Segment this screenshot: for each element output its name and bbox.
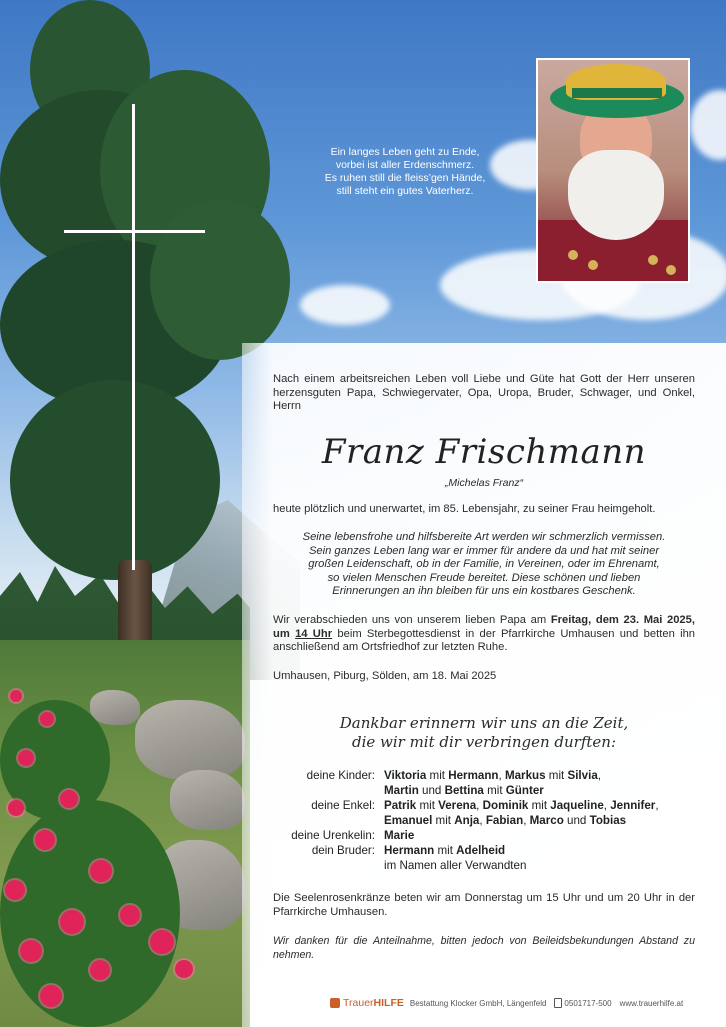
family-row-verwandte xyxy=(273,858,695,873)
funeral-separator: , um xyxy=(273,614,695,640)
medal xyxy=(568,250,578,260)
medal xyxy=(648,255,658,265)
alpine-rose xyxy=(5,880,25,900)
family-names: Emanuel mit Anja, Fabian, Marco und Tobias xyxy=(384,814,627,827)
alpine-rose xyxy=(35,830,55,850)
tribute-text xyxy=(273,531,695,599)
footer xyxy=(330,997,710,1009)
family-row-urenkel xyxy=(273,828,695,843)
cross-icon-horizontal xyxy=(64,230,205,233)
alpine-rose xyxy=(90,860,112,882)
family-label: dein Bruder: xyxy=(311,844,375,857)
family-names: Marie xyxy=(384,829,415,842)
thanks-line: Dankbar erinnern wir uns an die Zeit, xyxy=(339,714,629,732)
alpine-rose xyxy=(8,800,24,816)
portrait-hat-band xyxy=(572,88,662,98)
alpine-rose xyxy=(10,690,22,702)
tribute-line: so vielen Menschen Freude bereitet. Diese schönen und lieben xyxy=(327,571,641,584)
shrub xyxy=(0,800,180,1027)
family-label: deine Kinder: xyxy=(306,769,375,782)
tribute-line: Sein ganzes Leben lang war er immer für andere da und hat mit seiner xyxy=(308,544,660,557)
family-row-enkel-2 xyxy=(273,813,695,828)
intro-text: Nach einem arbeitsreichen Leben voll Liebe und Güte hat Gott der Herr unseren herzensguten Papa, Schwiegervater, Opa, Uropa, Bruder, Schwager, und Onkel, Herrn xyxy=(273,373,695,413)
poem-line: Es ruhen still die fleiss’gen Hände, xyxy=(324,172,486,184)
cross-icon-vertical xyxy=(132,104,135,570)
tribute-line: Seine lebensfrohe und hilfsbereite Art werden wir schmerzlich vermissen. xyxy=(302,531,666,543)
tribute-line: Erinnerungen an ihn bleiben für uns ein kostbares Geschenk. xyxy=(332,585,636,598)
funeral-text: Wir verabschieden uns von unserem lieben Papa am xyxy=(273,614,551,626)
deceased-name: Franz Frischmann xyxy=(321,432,647,472)
funeral-time: 14 Uhr xyxy=(295,627,333,640)
alpine-rose xyxy=(60,790,78,808)
portrait-beard xyxy=(568,150,664,240)
funeral-text: beim Sterbegottesdienst in der Pfarrkirche Umhausen und betten ihn anschließend am Ortsfriedhof zur letzten Ruhe. xyxy=(273,627,696,654)
cloud xyxy=(300,285,390,325)
family-row-enkel xyxy=(273,798,695,813)
phone-number: 0501717-500 xyxy=(564,998,612,1008)
pine-tree-crown xyxy=(150,200,290,360)
thanks-heading xyxy=(273,714,695,752)
family-relatives: im Namen aller Verwandten xyxy=(384,859,527,872)
thanks-line: die wir mit dir verbringen durften: xyxy=(351,733,617,751)
rock xyxy=(170,770,245,830)
family-list xyxy=(273,768,695,873)
poem xyxy=(300,146,510,198)
medal xyxy=(666,265,676,275)
company-name: Bestattung Klocker GmbH, Längenfeld xyxy=(409,998,547,1008)
pine-tree-crown xyxy=(10,380,220,580)
alpine-rose xyxy=(40,712,54,726)
funeral-date: Freitag, dem 23. Mai 2025 xyxy=(550,614,692,626)
family-label: deine Urenkelin: xyxy=(291,829,375,842)
alpine-rose xyxy=(175,960,193,978)
family-names: Patrik mit Verena, Dominik mit Jaqueline, Jennifer, xyxy=(384,799,659,812)
phone-icon xyxy=(554,998,562,1008)
alpine-rose xyxy=(120,905,140,925)
family-row-bruder xyxy=(273,843,695,858)
alpine-rose xyxy=(40,985,62,1007)
poem-line: vorbei ist aller Erdenschmerz. xyxy=(335,159,475,171)
family-row-kinder xyxy=(273,768,695,783)
family-names: Viktoria mit Hermann, Markus mit Silvia, xyxy=(384,769,601,782)
alpine-rose xyxy=(90,960,110,980)
website-link[interactable]: www.trauerhilfe.at xyxy=(619,998,684,1008)
rosary-info: Die Seelenrosenkränze beten wir am Donnerstag um 15 Uhr und um 20 Uhr in der Pfarrkirche Umhausen. xyxy=(273,892,695,918)
death-notice: heute plötzlich und unerwartet, im 85. Lebensjahr, zu seiner Frau heimgeholt. xyxy=(273,503,656,515)
family-row-kinder-2 xyxy=(273,783,695,798)
rock xyxy=(90,690,140,725)
alpine-rose xyxy=(150,930,174,954)
alpine-rose xyxy=(18,750,34,766)
poem-line: Ein langes Leben geht zu Ende, xyxy=(330,146,480,158)
condolence-note: Wir danken für die Anteilnahme, bitten jedoch von Beileidsbekundungen Abstand zu nehmen. xyxy=(273,935,695,961)
medal xyxy=(588,260,598,270)
rock xyxy=(135,700,245,780)
deceased-nickname: „Michelas Franz“ xyxy=(444,477,524,489)
funeral-info xyxy=(273,614,695,655)
family-label: deine Enkel: xyxy=(311,799,375,812)
place-date: Umhausen, Piburg, Sölden, am 18. Mai 2025 xyxy=(273,670,497,682)
tribute-line: großen Leidenschaft, ob in der Familie, in Vereinen, oder im Ehrenamt, xyxy=(308,558,660,571)
trauerhilfe-logo-icon xyxy=(330,998,340,1008)
family-names: Hermann mit Adelheid xyxy=(384,844,506,857)
portrait-photo xyxy=(536,58,690,283)
alpine-rose xyxy=(60,910,84,934)
poem-line: still steht ein gutes Vaterherz. xyxy=(336,185,474,197)
alpine-rose xyxy=(20,940,42,962)
trauerhilfe-logo: TrauerHILFE xyxy=(343,997,404,1009)
family-names: Martin und Bettina mit Günter xyxy=(384,784,544,797)
